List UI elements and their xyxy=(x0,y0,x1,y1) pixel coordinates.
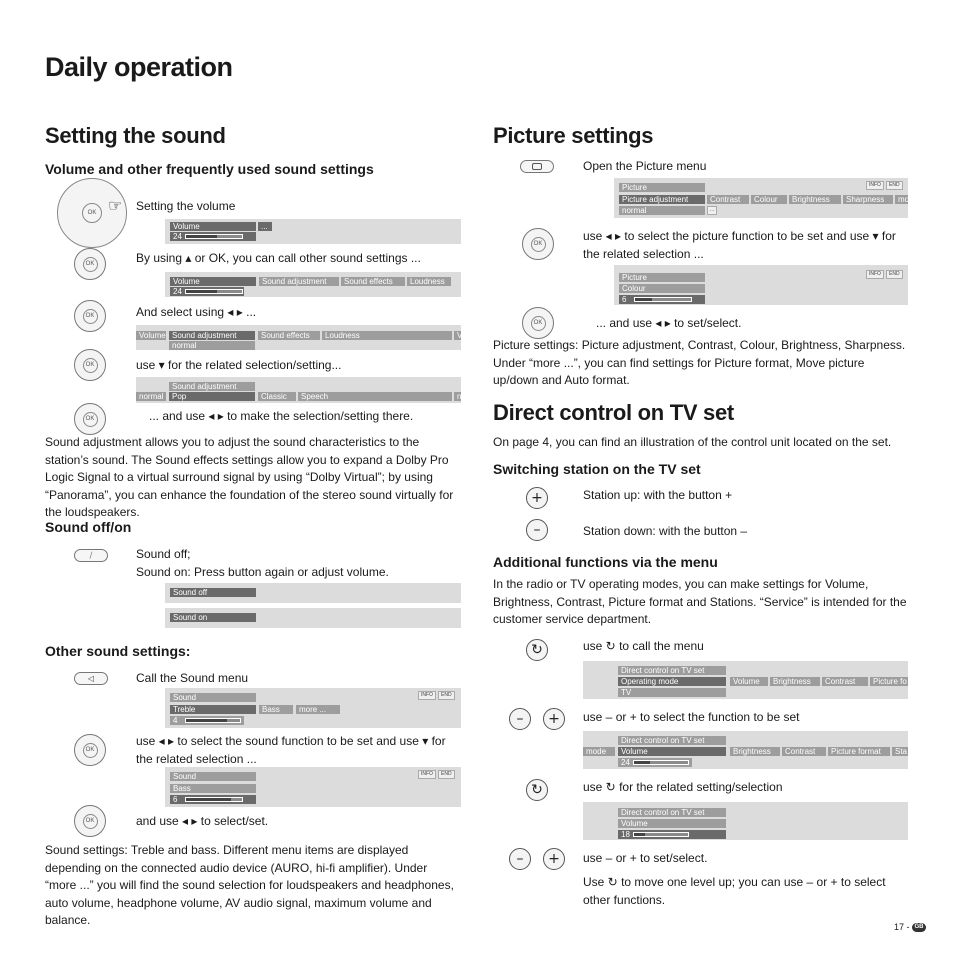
ok-button-icon: OK xyxy=(74,349,106,381)
osd-value: 24 xyxy=(170,287,244,296)
other-step-set: and use ◂ ▸ to select/set. xyxy=(136,814,269,828)
osd-info-tag: INFO xyxy=(418,770,436,779)
menu-step-related: use ↻ for the related setting/selection xyxy=(583,780,783,794)
sound-menu-button-icon: ◁ xyxy=(74,672,108,685)
osd-value: 24 xyxy=(170,232,256,241)
osd-volume-2 xyxy=(165,272,461,297)
osd-extra: ... xyxy=(707,206,717,215)
ok-button-icon: OK xyxy=(74,403,106,435)
osd-title: Direct control on TV set xyxy=(618,736,726,745)
osd-sound-off xyxy=(165,583,461,603)
minus-button-icon: – xyxy=(509,848,531,870)
paragraph-picture-settings: Picture settings: Picture adjustment, Contrast, Colour, Brightness, Sharpness. Under “more ...”, you can find settings for Picture format, Move picture up/down and Auto format. xyxy=(493,338,906,388)
picture-step-open: Open the Picture menu xyxy=(583,159,707,173)
picture-step-select: use ◂ ▸ to select the picture function to be set and use ▾ for the related selection ... xyxy=(583,229,896,261)
osd-item: Brightness xyxy=(770,677,820,686)
paragraph-sound-settings: Sound settings: Treble and bass. Different menu items are displayed depending on the connected audio device (AURO, hi-fi amplifier). Under “more ...” you will find the sound selection for loudspeakers and headphones, auto volume, headphone volume, AV audio signal, maximum volume and balance. xyxy=(45,843,454,928)
osd-item: Loudness xyxy=(322,331,452,340)
osd-label: Sound off xyxy=(170,588,256,597)
osd-title: Sound xyxy=(170,772,256,781)
osd-sound-on xyxy=(165,608,461,628)
osd-value: 6 xyxy=(170,795,256,804)
osd-volume-1 xyxy=(165,219,461,244)
step-text-call: By using ▴ or OK, you can call other sound settings ... xyxy=(136,251,421,265)
station-up-text: Station up: with the button + xyxy=(583,488,733,502)
subheading-volume: Volume and other frequently used sound settings xyxy=(45,161,374,177)
osd-sub: normal xyxy=(619,206,705,215)
ok-button-icon: OK xyxy=(74,805,106,837)
osd-sub: TV xyxy=(618,688,726,697)
paragraph-control-unit: On page 4, you can find an illustration of the control unit located on the set. xyxy=(493,435,892,449)
section-heading-picture: Picture settings xyxy=(493,123,654,148)
subheading-other-sound: Other sound settings: xyxy=(45,643,191,659)
osd-extra: ... xyxy=(258,222,272,231)
osd-end-tag: END xyxy=(886,181,903,190)
osd-item: more ... xyxy=(296,705,340,714)
osd-info-tag: INFO xyxy=(866,181,884,190)
osd-direct-control-1 xyxy=(583,661,908,699)
osd-value: 4 xyxy=(170,716,244,725)
level-meter xyxy=(185,289,243,294)
osd-item: Sound adjustment xyxy=(259,277,339,286)
osd-item: Speech xyxy=(298,392,452,401)
ok-button-icon: OK xyxy=(74,300,106,332)
section-heading-direct-control: Direct control on TV set xyxy=(493,400,734,425)
step-text-related: use ▾ for the related selection/setting... xyxy=(136,358,342,372)
page-number-text: 17 - xyxy=(893,922,910,932)
osd-selected: Treble xyxy=(170,705,256,714)
minus-button-icon: – xyxy=(526,519,548,541)
osd-item: Sound effects xyxy=(258,331,320,340)
subheading-sound-off: Sound off/on xyxy=(45,519,132,535)
osd-title: Picture xyxy=(619,183,705,192)
osd-item: Loudness xyxy=(407,277,451,286)
menu-step-call: use ↻ to call the menu xyxy=(583,639,704,653)
osd-item: normal xyxy=(136,392,166,401)
picture-menu-button-icon xyxy=(520,160,554,173)
osd-item: Contrast xyxy=(822,677,868,686)
osd-direct-control-2 xyxy=(583,731,908,769)
sound-on-text: Sound on: Press button again or adjust volume. xyxy=(136,565,389,579)
volume-meter xyxy=(185,234,243,239)
osd-picture-2 xyxy=(614,265,908,305)
osd-item: Classic xyxy=(258,392,296,401)
osd-item: Picture format xyxy=(828,747,890,756)
osd-selected: Volume xyxy=(618,747,726,756)
osd-item: Colour xyxy=(751,195,787,204)
ok-button-icon: OK xyxy=(74,248,106,280)
osd-sound-menu-2 xyxy=(165,767,461,807)
osd-title: Direct control on TV set xyxy=(618,808,726,817)
sound-off-text: Sound off; xyxy=(136,547,191,561)
level-meter xyxy=(633,760,689,765)
ok-button-icon: OK xyxy=(522,307,554,339)
osd-label: Volume xyxy=(170,277,256,286)
plus-button-icon: + xyxy=(543,848,565,870)
osd-sound-menu-1 xyxy=(165,688,461,728)
menu-cycle-button-icon: ↻ xyxy=(526,639,548,661)
remote-navigator-icon: OK xyxy=(57,178,127,248)
menu-cycle-button-icon: ↻ xyxy=(526,779,548,801)
station-down-text: Station down: with the button – xyxy=(583,524,748,538)
osd-item: Brightness xyxy=(730,747,780,756)
plus-button-icon: + xyxy=(543,708,565,730)
other-step-call: Call the Sound menu xyxy=(136,671,249,685)
level-meter xyxy=(185,797,243,802)
picture-step-set: ... and use ◂ ▸ to set/select. xyxy=(596,316,742,330)
ok-button-icon: OK xyxy=(74,734,106,766)
osd-selected: Picture adjustment xyxy=(619,195,705,204)
paragraph-sound-adjustment: Sound adjustment allows you to adjust the sound characteristics to the station’s sound. The Sound effects settings allow you to expand a Dolby Pro Logic Signal to a virtual surround signal by using “Dolby Virtual”; by using “Panorama”, you can enhance the foundation of the stereo sound virtually for the loudspeakers. xyxy=(45,435,454,520)
osd-item: n xyxy=(454,392,461,401)
osd-item: V xyxy=(454,331,461,340)
level-meter xyxy=(634,297,692,302)
osd-item: Brightness xyxy=(789,195,841,204)
osd-item: Contrast xyxy=(782,747,826,756)
osd-volume-3 xyxy=(136,325,461,350)
osd-item: Sound effects xyxy=(341,277,405,286)
osd-end-tag: END xyxy=(438,770,455,779)
osd-title: Picture xyxy=(619,273,705,282)
osd-selected: Sound adjustment xyxy=(169,331,255,340)
osd-volume-4 xyxy=(136,377,461,403)
osd-info-tag: INFO xyxy=(866,270,884,279)
subheading-additional-functions: Additional functions via the menu xyxy=(493,554,718,570)
step-text-volume: Setting the volume xyxy=(136,199,236,213)
osd-item: Picture fo xyxy=(870,677,908,686)
osd-selected: Bass xyxy=(170,784,256,793)
hand-pointer-icon: ☞ xyxy=(108,198,123,215)
osd-value: 24 xyxy=(618,758,692,767)
subheading-switching-station: Switching station on the TV set xyxy=(493,461,701,477)
osd-item: mo xyxy=(895,195,908,204)
paragraph-operating-modes: In the radio or TV operating modes, you can make settings for Volume, Brightness, Contrast, Picture format and Stations. “Service” is intended for the customer service department. xyxy=(493,577,907,627)
osd-item: Contrast xyxy=(707,195,749,204)
osd-selected: Colour xyxy=(619,284,705,293)
level-meter xyxy=(185,718,241,723)
osd-top: Sound adjustment xyxy=(169,382,255,391)
osd-selected: Pop xyxy=(169,392,255,401)
osd-info-tag: INFO xyxy=(418,691,436,700)
osd-value: 6 xyxy=(619,295,705,304)
ok-button-icon: OK xyxy=(522,228,554,260)
menu-step-level-up: Use ↻ to move one level up; you can use – or + to select other functions. xyxy=(583,875,886,907)
plus-button-icon: + xyxy=(526,487,548,509)
osd-end-tag: END xyxy=(438,691,455,700)
osd-sub: normal xyxy=(169,341,255,350)
section-heading-sound: Setting the sound xyxy=(45,123,226,148)
osd-item: Volume xyxy=(730,677,768,686)
minus-button-icon: – xyxy=(509,708,531,730)
page-title: Daily operation xyxy=(45,52,233,82)
page-number xyxy=(894,922,926,932)
osd-selected: Volume xyxy=(618,819,726,828)
menu-step-set: use – or + to set/select. xyxy=(583,851,708,865)
osd-item: Sharpness xyxy=(843,195,893,204)
osd-value: 18 xyxy=(618,830,726,839)
osd-item: Bass xyxy=(259,705,293,714)
osd-item: mode xyxy=(583,747,615,756)
osd-title: Direct control on TV set xyxy=(618,666,726,675)
osd-label: Volume xyxy=(170,222,256,231)
step-text-make: ... and use ◂ ▸ to make the selection/setting there. xyxy=(149,409,414,423)
osd-picture-1 xyxy=(614,178,908,218)
other-step-select: use ◂ ▸ to select the sound function to be set and use ▾ for the related selection ... xyxy=(136,734,446,766)
level-meter xyxy=(633,832,689,837)
language-badge: GB xyxy=(912,923,926,932)
mute-button-icon: ⧸ xyxy=(74,549,108,562)
osd-end-tag: END xyxy=(886,270,903,279)
osd-item: Volume xyxy=(136,331,166,340)
osd-item: Sta xyxy=(892,747,908,756)
osd-label: Sound on xyxy=(170,613,256,622)
osd-title: Sound xyxy=(170,693,256,702)
menu-step-select: use – or + to select the function to be set xyxy=(583,710,800,724)
osd-direct-control-3 xyxy=(583,802,908,840)
step-text-select: And select using ◂ ▸ ... xyxy=(136,305,257,319)
osd-selected: Operating mode xyxy=(618,677,726,686)
